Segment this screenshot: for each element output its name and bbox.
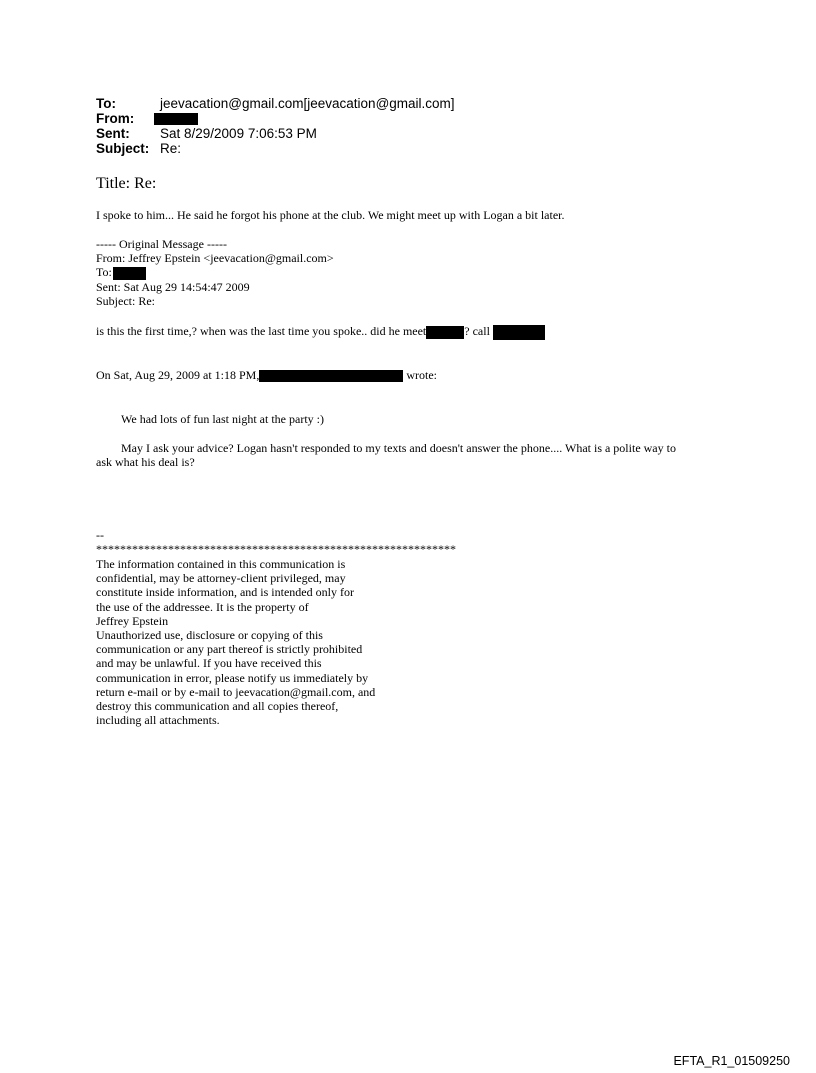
- disclaimer-line: communication or any part thereof is strictly prohibited: [96, 642, 363, 657]
- from-label: From:: [96, 111, 135, 126]
- subject-value: Re:: [160, 141, 182, 156]
- redaction-box: [113, 267, 146, 280]
- signature-dashes: --: [96, 528, 104, 542]
- original-sent: Sent: Sat Aug 29 14:54:47 2009: [96, 280, 250, 294]
- disclaimer-line: destroy this communication and all copies thereof,: [96, 699, 339, 714]
- disclaimer-line: including all attachments.: [96, 713, 220, 728]
- reply-body: I spoke to him... He said he forgot his phone at the club. We might meet up with Logan a bit later.: [96, 208, 565, 222]
- disclaimer-line: return e-mail or by e-mail to jeevacation@gmail.com, and: [96, 684, 376, 699]
- quote-header: [96, 368, 437, 382]
- quote-header-prefix: On Sat, Aug 29, 2009 at 1:18 PM,: [96, 368, 260, 382]
- original-from: From: Jeffrey Epstein <jeevacation@gmail.com>: [96, 251, 334, 265]
- disclaimer-line: Unauthorized use, disclosure or copying of this: [96, 628, 323, 643]
- message-title: Title: Re:: [96, 175, 157, 192]
- to-value: jeevacation@gmail.com[jeevacation@gmail.com]: [160, 96, 455, 111]
- disclaimer-line: and may be unlawful. If you have received this: [96, 656, 322, 671]
- question-line: [96, 324, 545, 340]
- question-part2: ? call: [464, 324, 490, 338]
- disclaimer-line: constitute inside information, and is intended only for: [96, 585, 354, 600]
- subject-label: Subject:: [96, 141, 150, 156]
- disclaimer-line: the use of the addressee. It is the property of: [96, 599, 309, 614]
- redaction-box: [426, 326, 464, 339]
- quoted-line-1: We had lots of fun last night at the party :): [121, 412, 324, 426]
- disclaimer: [96, 557, 375, 727]
- original-to-label: To:: [96, 265, 112, 279]
- from-value: [160, 111, 198, 126]
- quote-header-suffix: wrote:: [406, 368, 437, 382]
- disclaimer-line: The information contained in this communication is: [96, 557, 346, 571]
- original-message-separator: ----- Original Message -----: [96, 237, 227, 251]
- disclaimer-line: Jeffrey Epstein: [96, 613, 169, 628]
- disclaimer-line: communication in error, please notify us immediately by: [96, 670, 369, 685]
- disclaimer-line: confidential, may be attorney-client privileged, may: [96, 571, 346, 586]
- redaction-box: [154, 113, 198, 125]
- sent-label: Sent:: [96, 126, 130, 141]
- sent-value: Sat 8/29/2009 7:06:53 PM: [160, 126, 317, 141]
- redaction-box: [493, 325, 545, 340]
- quoted-line-2: May I ask your advice? Logan hasn't responded to my texts and doesn't answer the phone.... What is a polite way to: [121, 441, 676, 455]
- original-subject: Subject: Re:: [96, 294, 155, 308]
- quoted-line-3: ask what his deal is?: [96, 455, 195, 469]
- question-part1: is this the first time,? when was the last time you spoke.. did he meet: [96, 324, 427, 338]
- redaction-box: [259, 370, 403, 382]
- signature-stars: ************************************************************: [96, 542, 456, 556]
- to-label: To:: [96, 96, 116, 111]
- original-to-line: [96, 265, 146, 280]
- document-id-footer: EFTA_R1_01509250: [673, 1054, 790, 1068]
